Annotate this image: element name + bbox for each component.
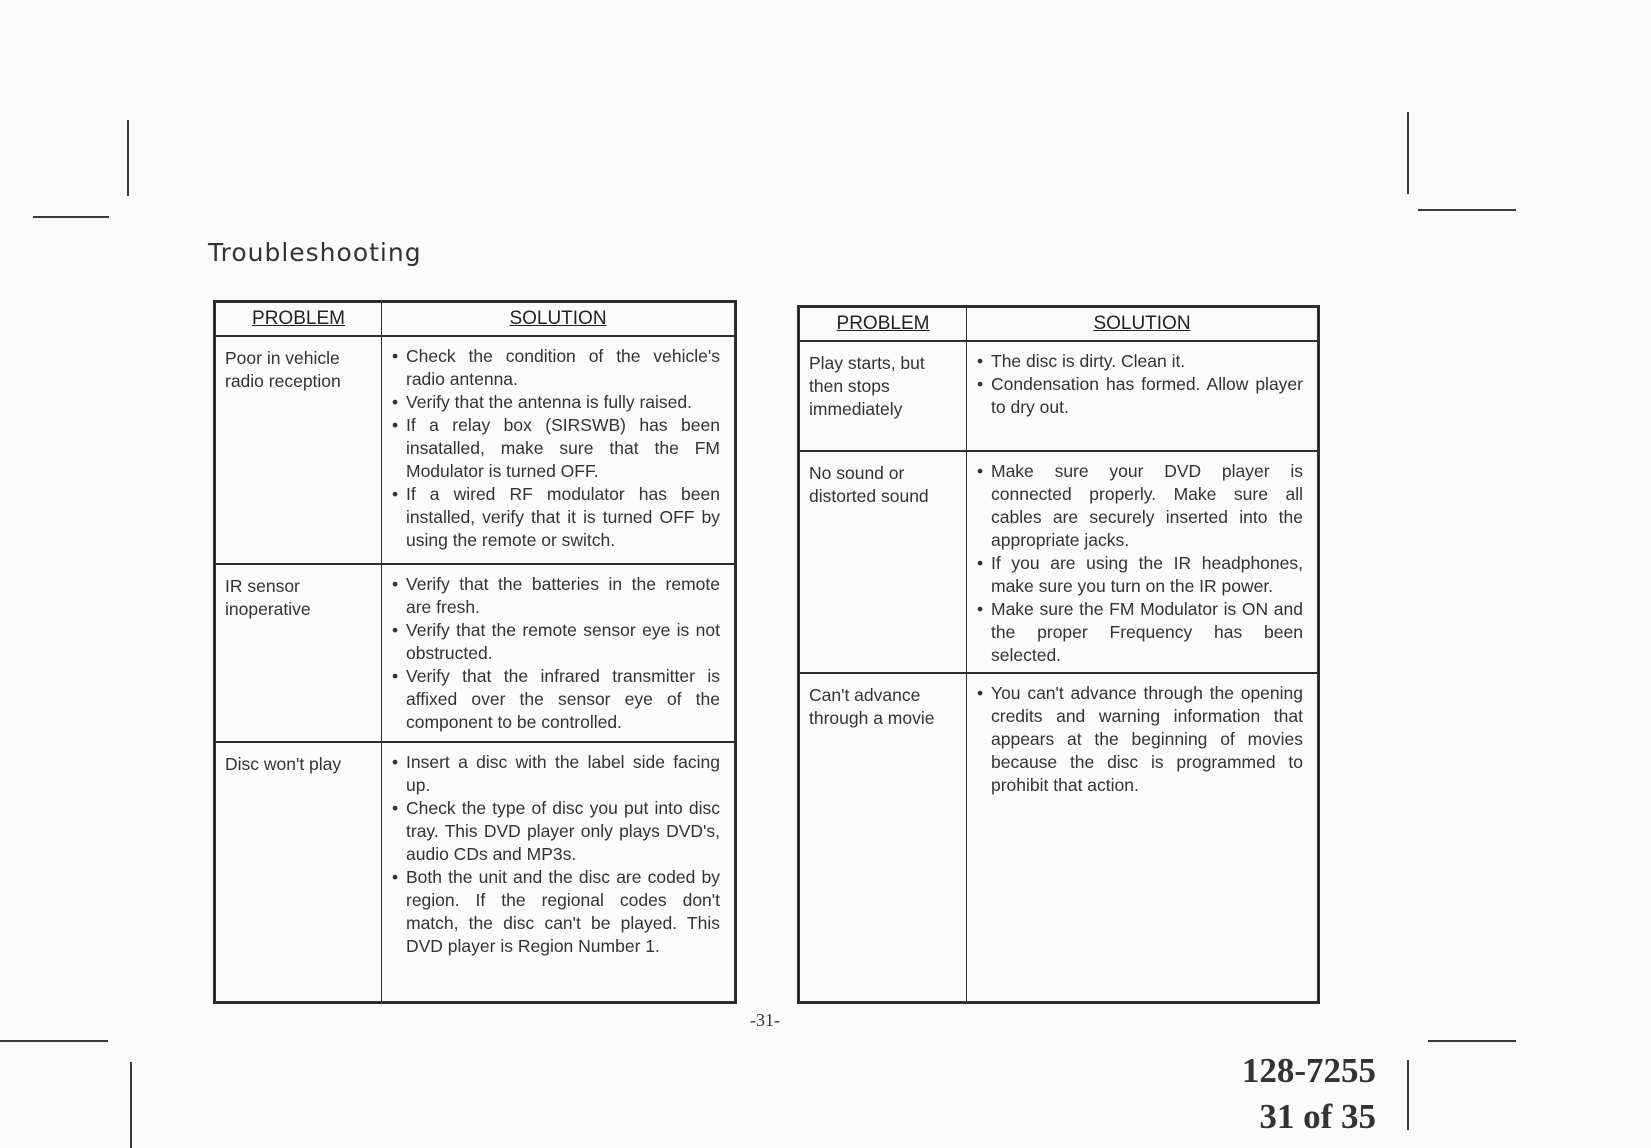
solution-item: • If a relay box (SIRSWB) has been insatalled, make sure that the FM Modulator is turned OFF.	[392, 414, 720, 483]
page-title: Troubleshooting	[208, 238, 422, 267]
crop-mark	[0, 1040, 108, 1042]
solution-cell	[967, 673, 1319, 1003]
document-number: 128-7255	[1241, 1051, 1376, 1090]
solution-list	[392, 573, 720, 734]
troubleshooting-table-right	[797, 305, 1320, 1004]
crop-mark	[130, 1062, 132, 1148]
solution-cell	[382, 564, 736, 742]
problem-cell: Disc won't play	[215, 742, 382, 1003]
solution-column-header: SOLUTION	[382, 302, 736, 337]
solution-list	[392, 345, 720, 552]
table-row	[215, 564, 736, 742]
solution-item: • Verify that the infrared transmitter is affixed over the sensor eye of the component to be controlled.	[392, 665, 720, 734]
problem-cell: Poor in vehicle radio reception	[215, 336, 382, 564]
solution-item: • Both the unit and the disc are coded by region. If the regional codes don't match, the disc can't be played. This DVD player is Region Number 1.	[392, 866, 720, 958]
solution-cell	[967, 341, 1319, 451]
solution-item: • You can't advance through the opening credits and warning information that appears at the beginning of movies because the disc is programmed to prohibit that action.	[977, 682, 1303, 797]
solution-item: • Make sure the FM Modulator is ON and the proper Frequency has been selected.	[977, 598, 1303, 667]
solution-cell	[382, 742, 736, 1003]
solution-column-header: SOLUTION	[967, 307, 1319, 342]
solution-cell	[967, 451, 1319, 673]
solution-item: • Verify that the batteries in the remote are fresh.	[392, 573, 720, 619]
table-row	[215, 742, 736, 1003]
solution-item: • The disc is dirty. Clean it.	[977, 350, 1303, 373]
crop-mark	[1428, 1040, 1516, 1042]
page-count: 31 of 35	[1259, 1097, 1376, 1136]
problem-column-header: PROBLEM	[799, 307, 967, 342]
problem-cell: IR sensor inoperative	[215, 564, 382, 742]
crop-mark	[1418, 209, 1516, 211]
solution-item: • Verify that the remote sensor eye is not obstructed.	[392, 619, 720, 665]
table-header-row	[799, 307, 1319, 342]
solution-list	[977, 350, 1303, 419]
troubleshooting-table-left	[213, 300, 737, 1004]
solution-cell	[382, 336, 736, 564]
table-row	[799, 673, 1319, 1003]
table-row	[799, 451, 1319, 673]
page-number: -31-	[750, 1010, 780, 1030]
crop-mark	[33, 216, 109, 218]
crop-mark	[1407, 112, 1409, 194]
solution-list	[977, 460, 1303, 667]
table-row	[799, 341, 1319, 451]
solution-item: • Insert a disc with the label side facing up.	[392, 751, 720, 797]
solution-item: • If you are using the IR headphones, make sure you turn on the IR power.	[977, 552, 1303, 598]
solution-item: • Check the type of disc you put into disc tray. This DVD player only plays DVD's, audio CDs and MP3s.	[392, 797, 720, 866]
crop-mark	[1407, 1060, 1409, 1130]
solution-list	[392, 751, 720, 958]
solution-item: • Verify that the antenna is fully raised.	[392, 391, 720, 414]
solution-list	[977, 682, 1303, 797]
crop-mark	[127, 120, 129, 196]
problem-cell: Play starts, but then stops immediately	[799, 341, 967, 451]
table-header-row	[215, 302, 736, 337]
table-row	[215, 336, 736, 564]
solution-item: • Check the condition of the vehicle's radio antenna.	[392, 345, 720, 391]
problem-cell: Can't advance through a movie	[799, 673, 967, 1003]
solution-item: • If a wired RF modulator has been installed, verify that it is turned OFF by using the remote or switch.	[392, 483, 720, 552]
solution-item: • Make sure your DVD player is connected properly. Make sure all cables are securely inserted into the appropriate jacks.	[977, 460, 1303, 552]
document-number-block	[1242, 1048, 1376, 1140]
problem-column-header: PROBLEM	[215, 302, 382, 337]
solution-item: • Condensation has formed. Allow player to dry out.	[977, 373, 1303, 419]
problem-cell: No sound or distorted sound	[799, 451, 967, 673]
